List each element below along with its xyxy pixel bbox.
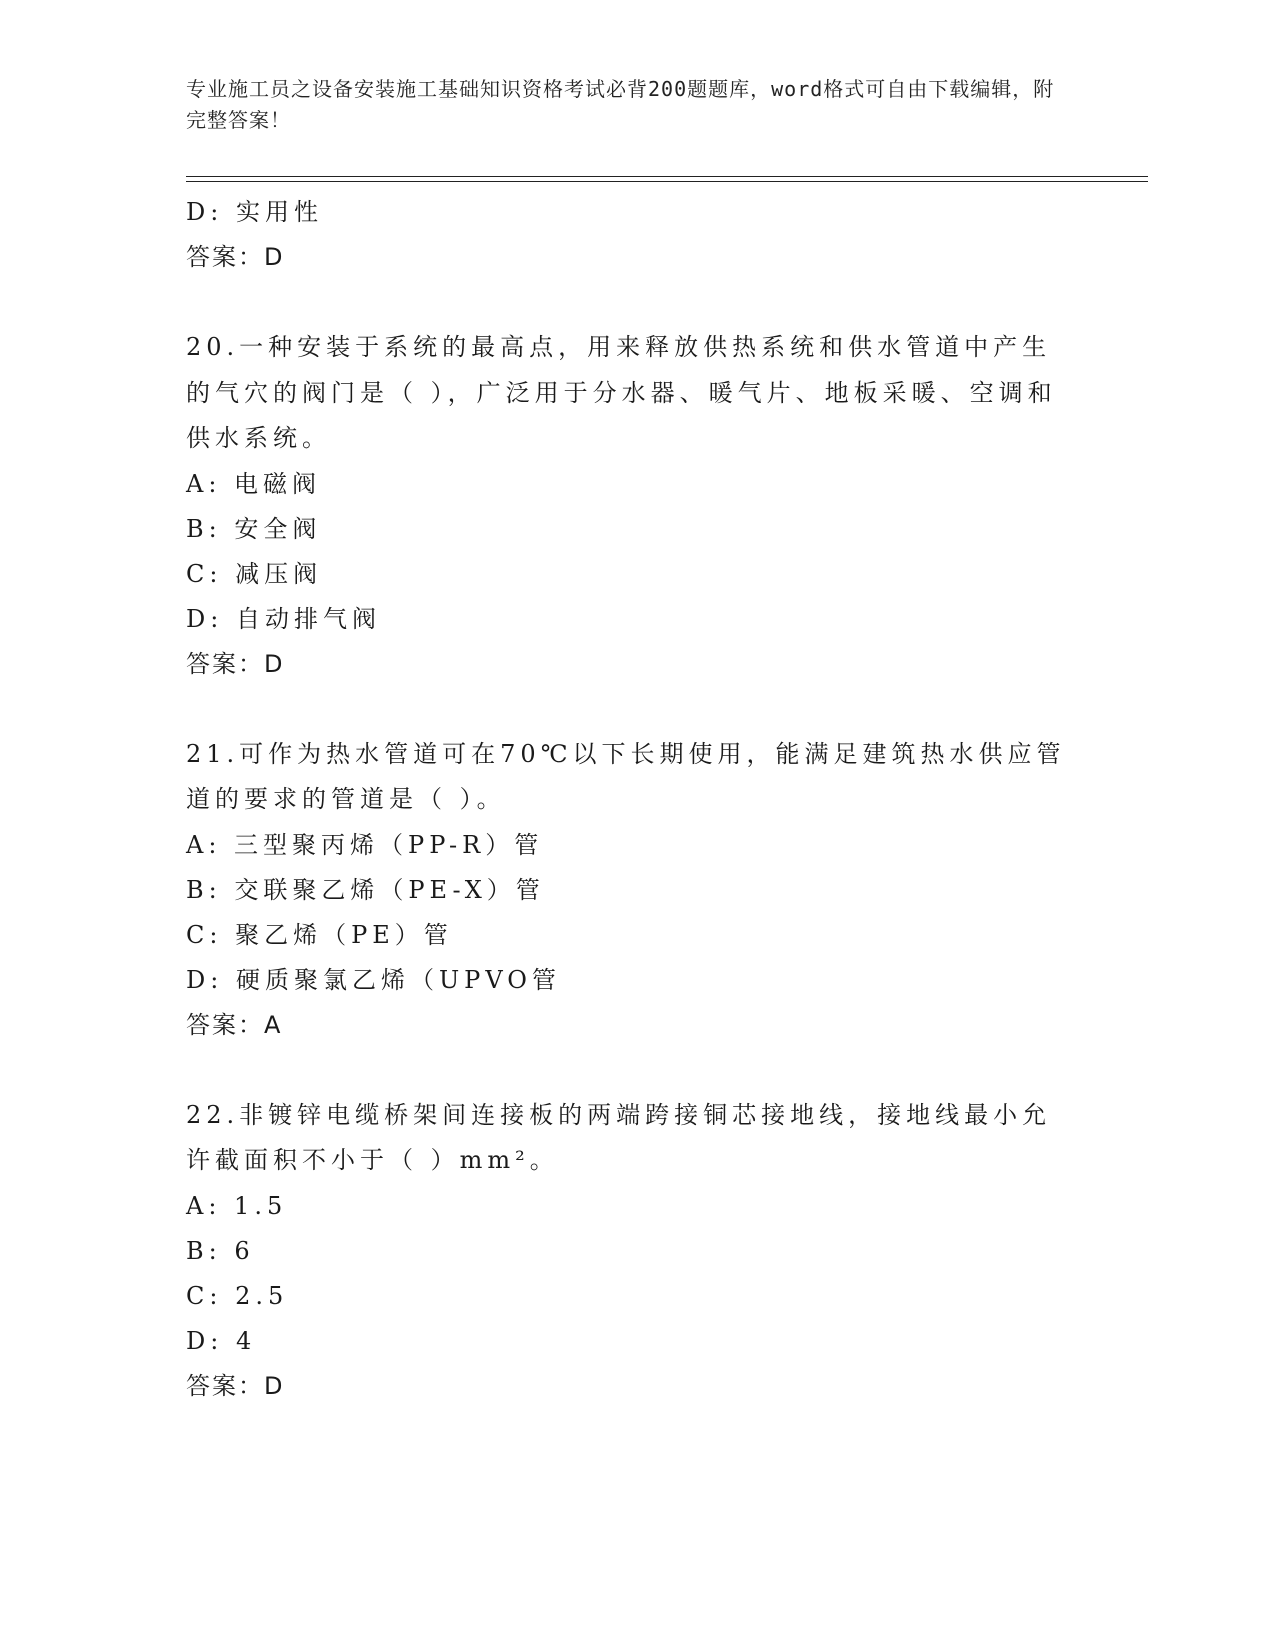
prev-answer: 答案：D: [186, 243, 285, 271]
answer: 答案：D: [186, 649, 285, 678]
option-b: B: 交联聚乙烯（PE-X）管: [186, 875, 545, 904]
option-a: A: 电磁阀: [186, 469, 322, 498]
answer: 答案：D: [186, 1371, 285, 1400]
option-d: D: 自动排气阀: [186, 604, 381, 633]
question-text: 20.一种安装于系统的最高点，用来释放供热系统和供水管道中产生的气穴的阀门是（ ），广泛用于分水器、暖气片、地板采暖、空调和供水系统。: [186, 333, 1057, 452]
option-a: A: 1.5: [186, 1191, 288, 1220]
option-d: D: 4: [186, 1326, 257, 1355]
option-b: B: 安全阀: [186, 514, 322, 543]
question-20: [186, 325, 1086, 687]
answer: 答案：A: [186, 1010, 283, 1039]
question-text: 22.非镀锌电缆桥架间连接板的两端跨接铜芯接地线，接地线最小允许截面积不小于（ ）mm²。: [186, 1100, 1052, 1174]
option-b: B: 6: [186, 1236, 255, 1265]
question-content: [186, 190, 1086, 1409]
option-c: C: 减压阀: [186, 559, 323, 588]
question-text: 21.可作为热水管道可在70℃以下长期使用，能满足建筑热水供应管道的要求的管道是（ ）。: [186, 739, 1066, 813]
option-d: D: 硬质聚氯乙烯（UPVO管: [186, 965, 561, 994]
option-a: A: 三型聚丙烯（PP-R）管: [186, 830, 544, 859]
option-c: C: 聚乙烯（PE）管: [186, 920, 453, 949]
prev-option-d: D: 实用性: [186, 198, 323, 226]
document-header: 专业施工员之设备安装施工基础知识资格考试必背200题题库，word格式可自由下载编辑，附完整答案！: [186, 77, 1055, 132]
option-c: C: 2.5: [186, 1281, 289, 1310]
question-22: [186, 1093, 1086, 1409]
header-divider-bottom: [186, 181, 1148, 182]
question-21: [186, 732, 1086, 1048]
header-divider-top: [186, 176, 1148, 177]
